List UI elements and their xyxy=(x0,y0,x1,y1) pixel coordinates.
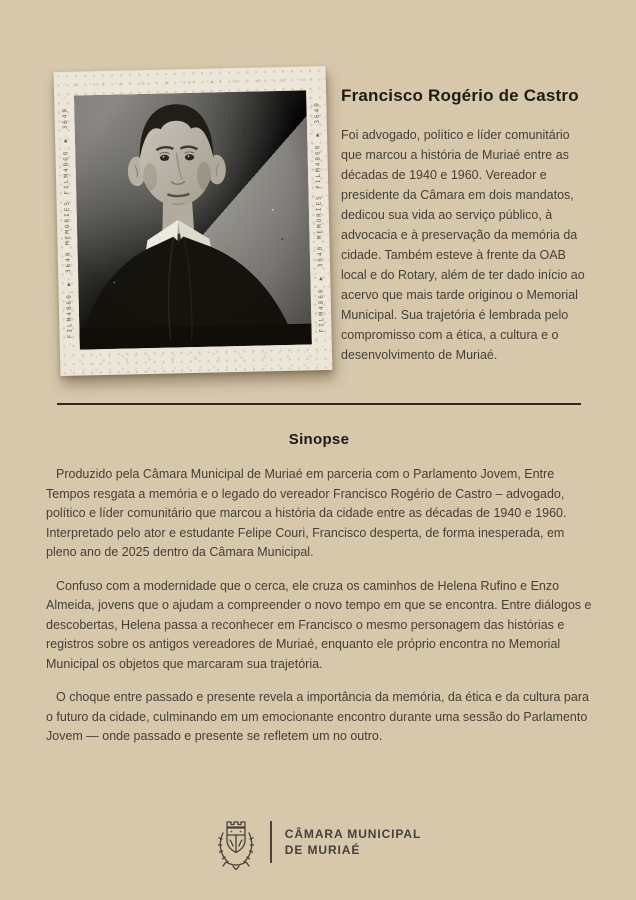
sinopse-paragraph-3: O choque entre passado e presente revela a importância da memória, da ética e da cultura para o futuro da cidade, culminando em um emocionante encontro durante uma sessão do Parlamento Jovem — onde passado e presente se refletem um no outro. xyxy=(46,690,589,743)
sinopse-paragraph-2: Confuso com a modernidade que o cerca, ele cruza os caminhos de Helena Rufino e Enzo Almeida, jovens que o ajudam a compreender o novo tempo em que se encontra. Entre diálogos e descobertas, Helena passa a reconhecer em Francisco o mesmo personagem das histórias e registros sobre os antigos vereadores de Muriaé, enquanto ele próprio encontra no Memorial Municipal os objetos que marcaram sua trajetória. xyxy=(46,578,592,671)
portrait-illustration xyxy=(74,90,312,349)
organization-name-line1: CÂMARA MUNICIPAL xyxy=(284,827,422,841)
footer-divider xyxy=(270,821,272,863)
film-strip-left xyxy=(57,96,77,350)
person-name-title: Francisco Rogério de Castro xyxy=(341,86,579,105)
section-divider xyxy=(57,403,581,405)
film-edge-text: FILM4860 ▼ 3640 MEMORIES FILM4860 ▼ 3640 xyxy=(312,101,326,333)
profile-section xyxy=(341,86,591,365)
coat-of-arms-icon xyxy=(215,814,257,870)
sinopse-section xyxy=(46,431,592,761)
vintage-photo-frame xyxy=(54,66,333,376)
film-strip-right xyxy=(309,90,329,344)
footer xyxy=(0,814,636,870)
sinopse-paragraph-1: Produzido pela Câmara Municipal de Muriaé em parceria com o Parlamento Jovem, Entre Tempos resgata a memória e o legado do vereador Francisco Rogério de Castro – advogado, político e líder comunitário que marcou a história da cidade entre as décadas de 1940 e 1960. Interpretado pelo ator e estudante Felipe Couri, Francisco desperta, de forma inesperada, em pleno ano de 2025 dentro da Câmara Municipal. xyxy=(46,467,567,559)
portrait-photo xyxy=(74,90,312,349)
biography-text: Foi advogado, político e líder comunitário que marcou a história de Muriaé entre as décadas de 1940 e 1960. Vereador e presidente da Câmara em dois mandatos, dedicou sua vida ao serviço público, à advocacia e à preservação da memória da cidade. Também esteve à frente da OAB local e do Rotary, além de ter dado início ao acervo que mais tarde originou o Memorial Municipal. Sua trajetória é lembrada pelo compromisso com a ética, a cultura e o desenvolvimento de Muriaé. xyxy=(341,128,585,362)
film-edge-text: FILM4860 ▼ 3640 MEMORIES FILM4860 ▼ 3640 xyxy=(60,107,74,339)
organization-name xyxy=(285,826,421,858)
organization-name-line2: DE MURIAÉ xyxy=(284,843,361,857)
sinopse-heading: Sinopse xyxy=(288,431,350,448)
